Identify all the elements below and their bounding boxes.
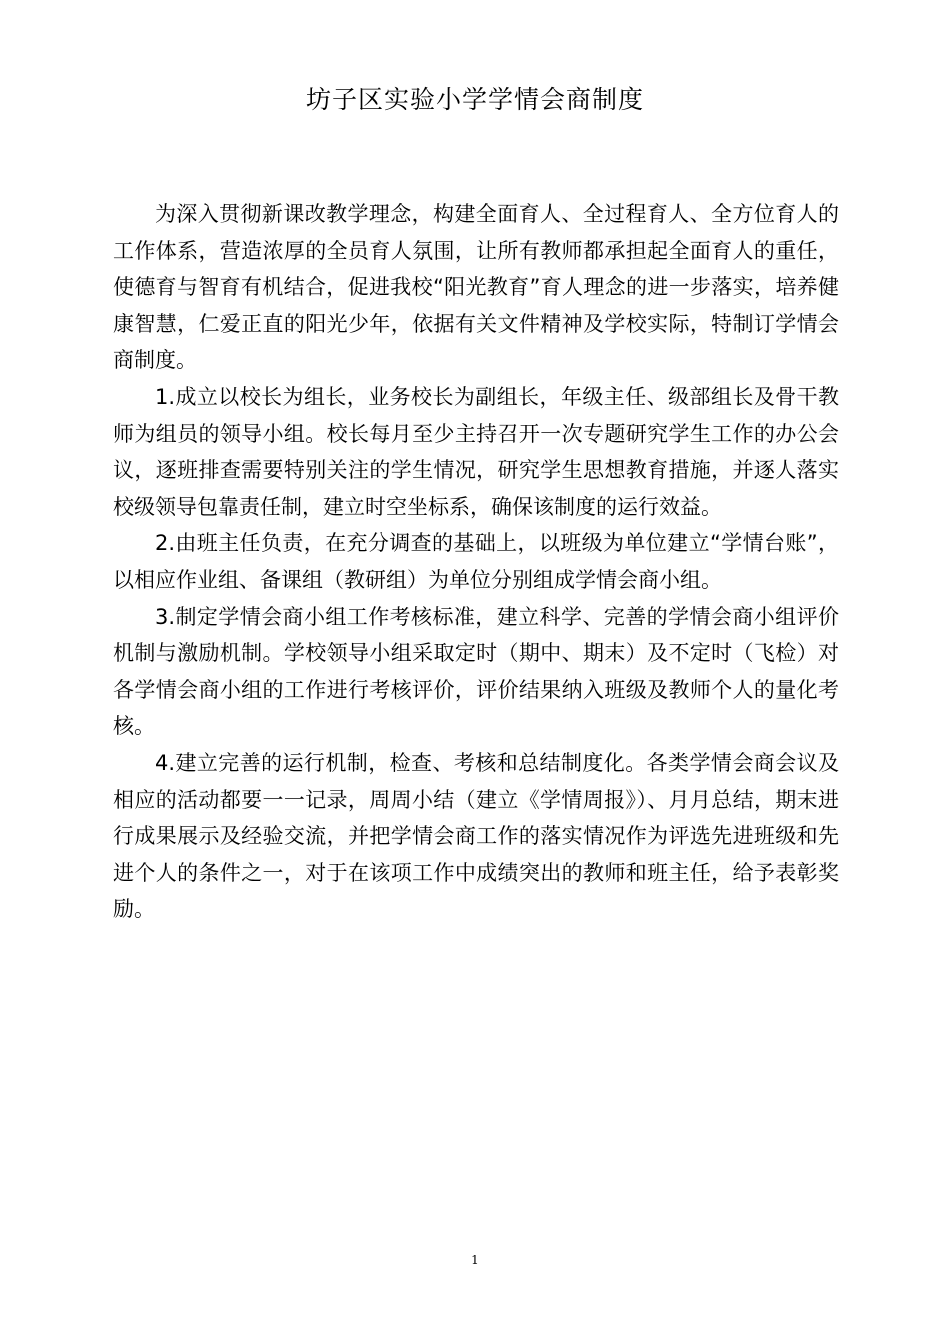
rule-3-paragraph: 3.制定学情会商小组工作考核标准，建立科学、完善的学情会商小组评价机制与激励机制。学校领导小组采取定时（期中、期末）及不定时（飞检）对各学情会商小组的工作进行考核评价，评价结果纳入班级及教师个人的量化考核。 <box>113 604 839 739</box>
rule-1-paragraph: 1.成立以校长为组长，业务校长为副组长，年级主任、级部组长及骨干教师为组员的领导小组。校长每月至少主持召开一次专题研究学生工作的办公会议，逐班排查需要特别关注的学生情况，研究学生思想教育措施，并逐人落实校级领导包靠责任制，建立时空坐标系，确保该制度的运行效益。 <box>113 384 839 519</box>
intro-paragraph: 为深入贯彻新课改教学理念，构建全面育人、全过程育人、全方位育人的工作体系，营造浓厚的全员育人氛围，让所有教师都承担起全面育人的重任，使德育与智育有机结合，促进我校“阳光教育”育人理念的进一步落实，培养健康智慧，仁爱正直的阳光少年，依据有关文件精神及学校实际，特制订学情会商制度。 <box>113 202 839 373</box>
rule-2-paragraph: 2.由班主任负责，在充分调查的基础上，以班级为单位建立“学情台账”，以相应作业组、备课组（教研组）为单位分别组成学情会商小组。 <box>113 531 839 592</box>
page-number: 1 <box>471 1253 479 1267</box>
rule-4-paragraph: 4.建立完善的运行机制，检查、考核和总结制度化。各类学情会商会议及相应的活动都要一一记录，周周小结（建立《学情周报》）、月月总结，期末进行成果展示及经验交流，并把学情会商工作的落实情况作为评选先进班级和先进个人的条件之一，对于在该项工作中成绩突出的教师和班主任，给予表彰奖励。 <box>113 750 839 922</box>
document-body <box>113 196 839 928</box>
document-title: 坊子区实验小学学情会商制度 <box>305 85 644 114</box>
